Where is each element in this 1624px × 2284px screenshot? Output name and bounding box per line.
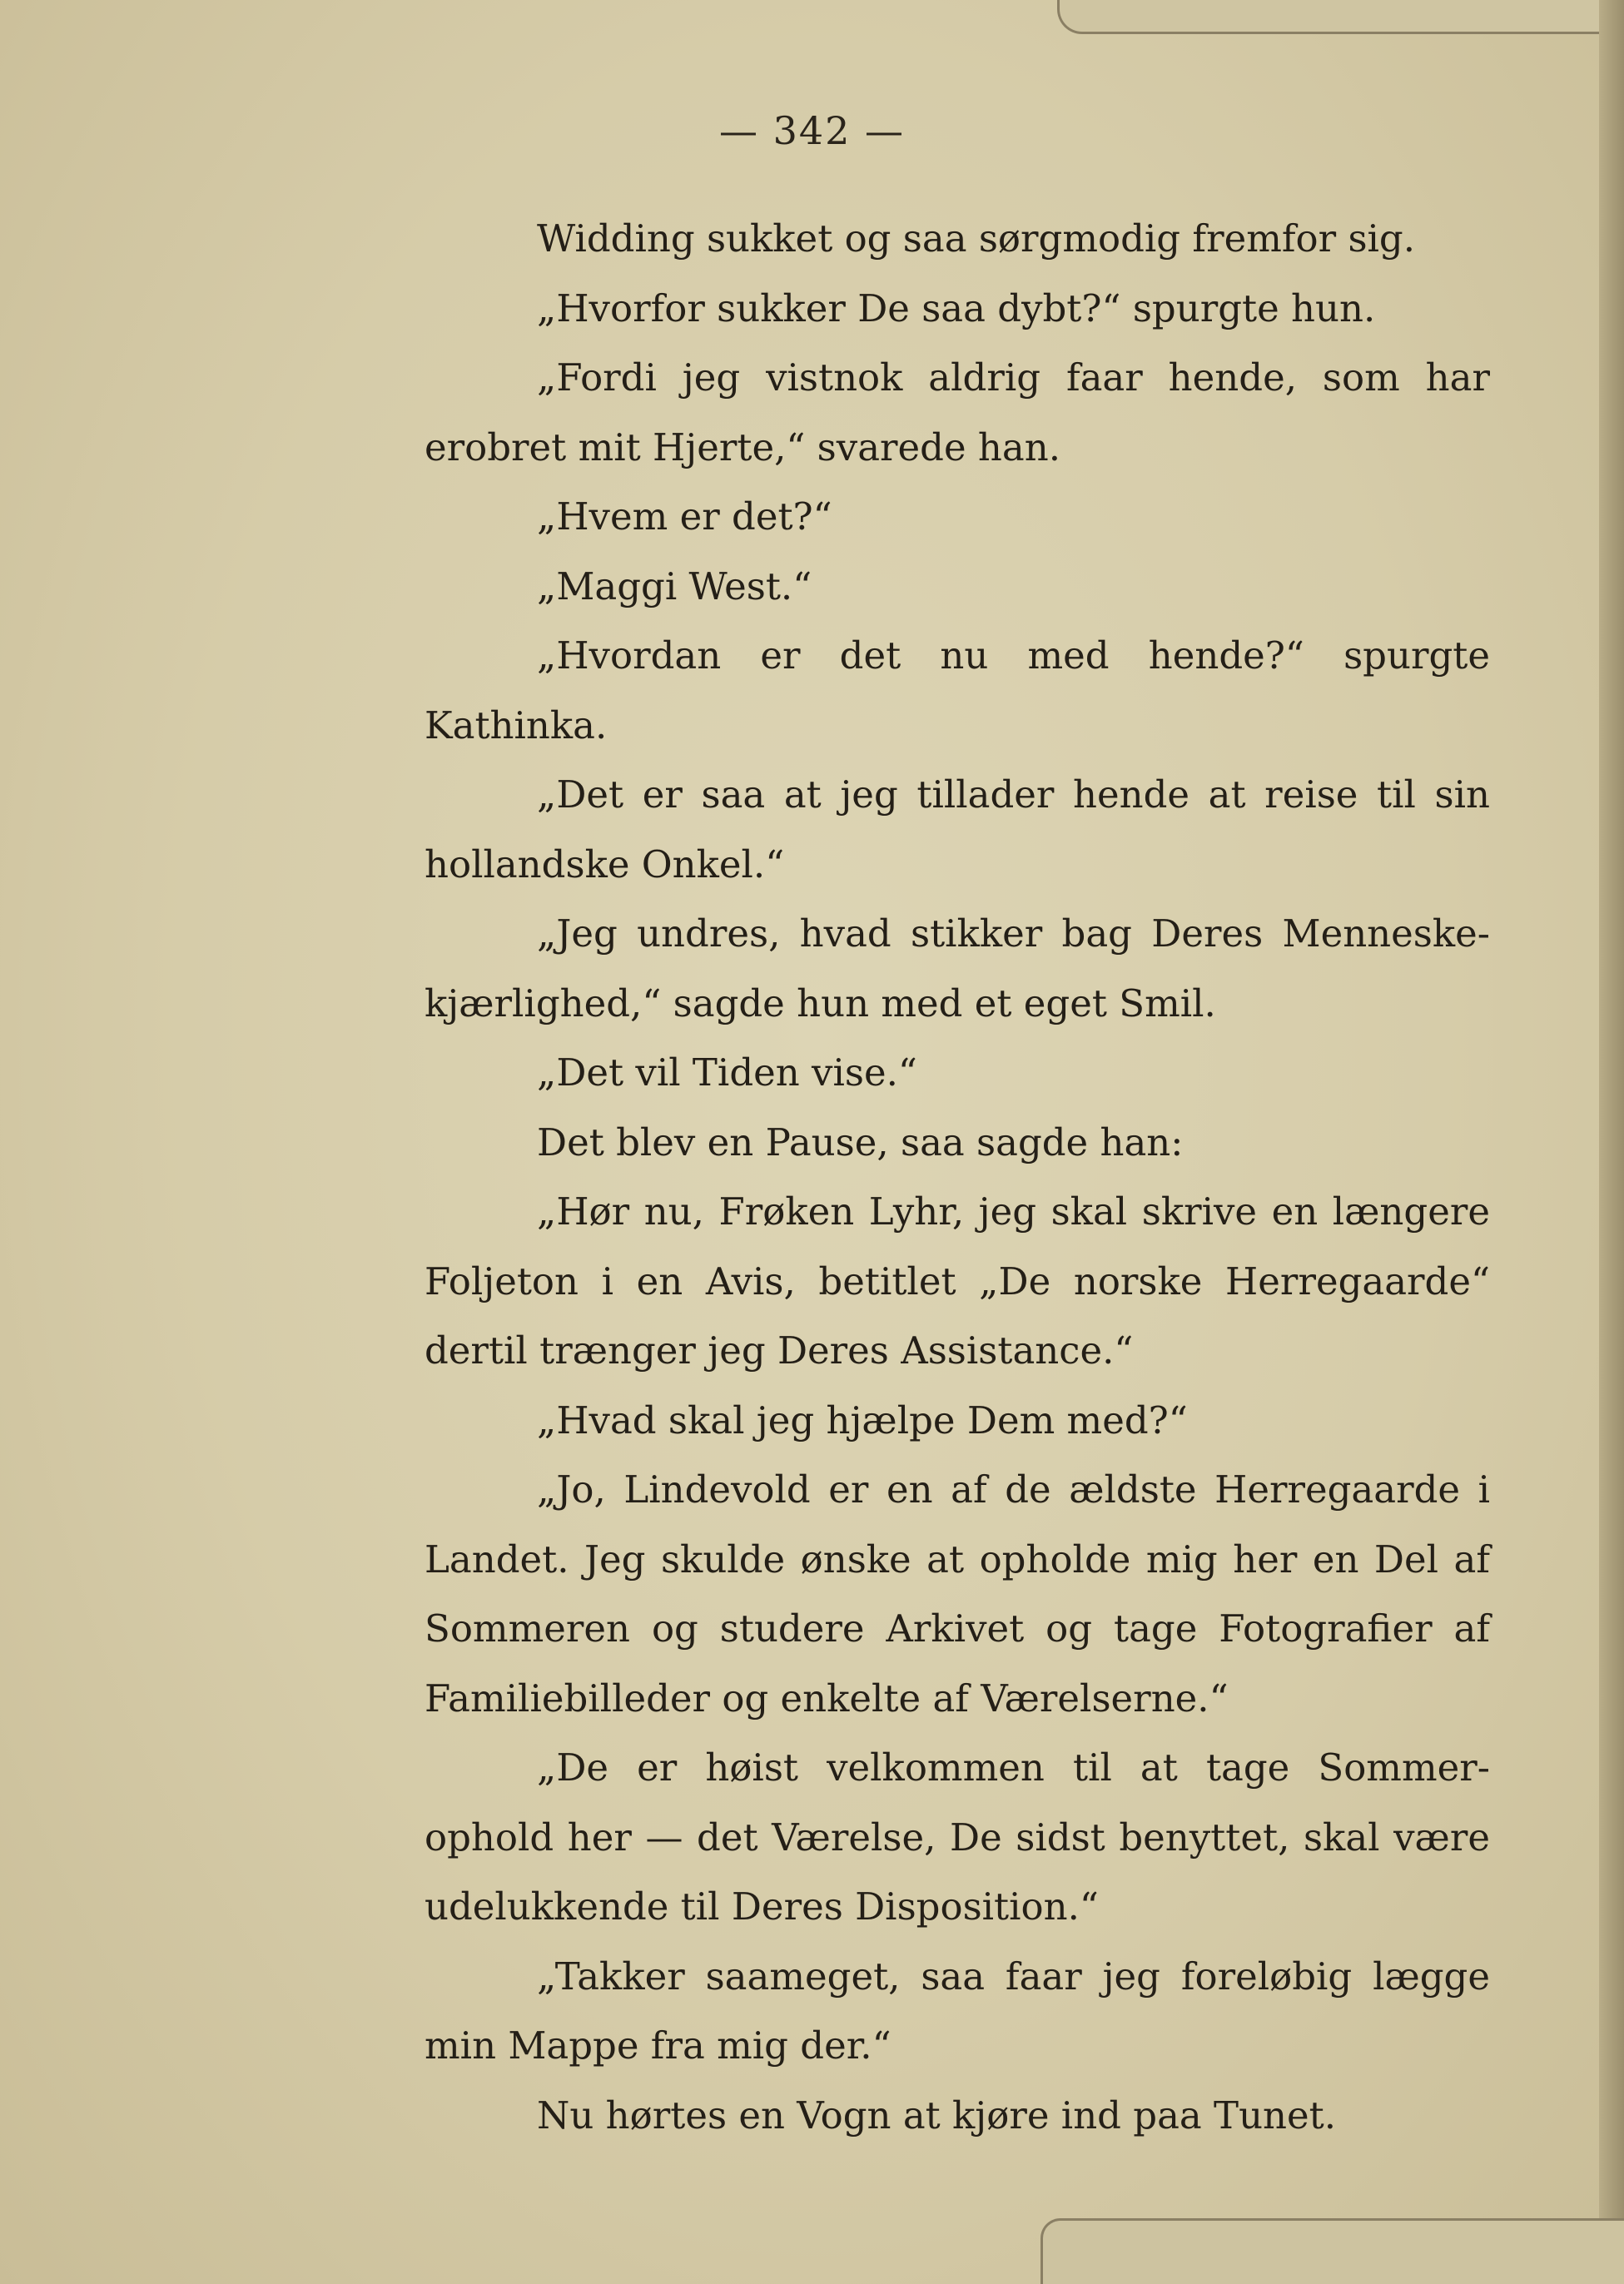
paragraph: „Maggi West.“	[537, 564, 812, 608]
paragraph: „Hvordan er det nu med hende?“ spurgte Kathinka.	[425, 633, 1490, 747]
paragraph: „Det vil Tiden vise.“	[537, 1050, 917, 1095]
paragraph: „Jeg undres, hvad stikker bag Deres Menneske-kjærlighed,“ sagde hun med et eget Smil.	[425, 911, 1490, 1025]
body-text	[425, 204, 1490, 2150]
page-number: — 342 —	[718, 108, 906, 153]
paragraph: „Hvorfor sukker De saa dybt?“ spurgte hun.	[537, 286, 1376, 330]
page-edge-right	[1599, 0, 1624, 2284]
paragraph: Nu hørtes en Vogn at kjøre ind paa Tunet.	[537, 2093, 1337, 2138]
paragraph: „Hvem er det?“	[537, 494, 832, 539]
page-edge-bottom	[1040, 2218, 1624, 2284]
paragraph: Det blev en Pause, saa sagde han:	[537, 1120, 1184, 1164]
paragraph: „Takker saameget, saa faar jeg foreløbig lægge min Mappe fra mig der.“	[425, 1954, 1490, 2068]
page-edge-top	[1057, 0, 1624, 34]
paragraph: „De er høist velkommen til at tage Sommer-ophold her — det Værelse, De sidst benyttet, skal være udelukkende til Deres Disposition.“	[425, 1745, 1490, 1929]
paragraph: „Hvad skal jeg hjælpe Dem med?“	[537, 1398, 1188, 1442]
paragraph: „Hør nu, Frøken Lyhr, jeg skal skrive en længere Foljeton i en Avis, betitlet „De norske Herregaarde“ dertil trænger jeg Deres Assistance.“	[425, 1189, 1490, 1373]
paragraph: „Det er saa at jeg tillader hende at reise til sin hollandske Onkel.“	[425, 772, 1490, 886]
paragraph: „Jo, Lindevold er en af de ældste Herregaarde i Landet. Jeg skulde ønske at opholde mig her en Del af Sommeren og studere Arkivet og tage Fotografier af Familiebilleder og enkelte af Værelserne.“	[425, 1467, 1490, 1720]
paragraph: Widding sukket og saa sørgmodig fremfor sig.	[537, 216, 1416, 261]
paragraph: „Fordi jeg vistnok aldrig faar hende, som har erobret mit Hjerte,“ svarede han.	[425, 355, 1490, 469]
